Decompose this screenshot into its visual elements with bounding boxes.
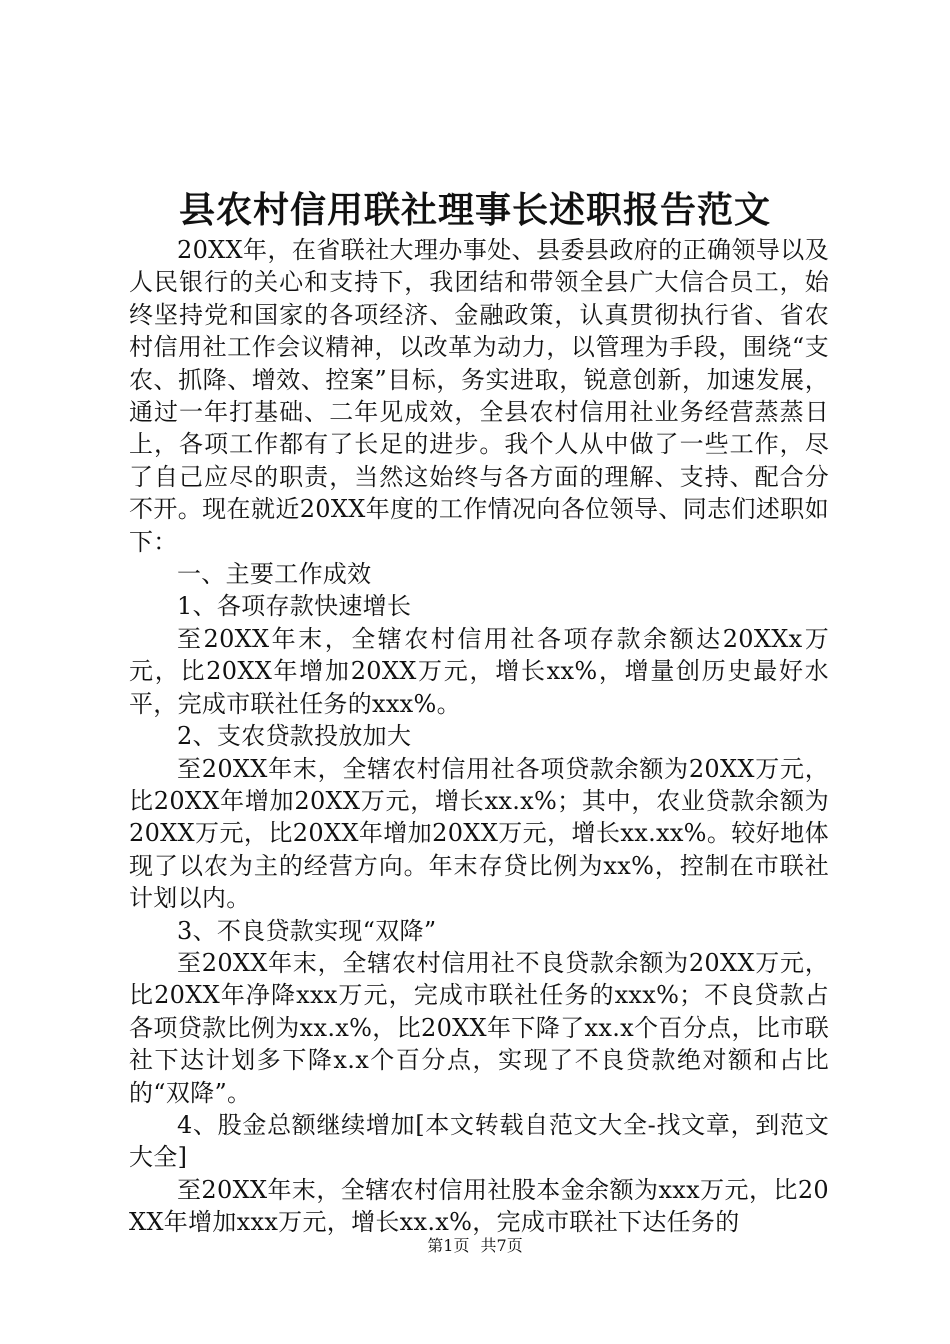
paragraph-loans: 至20XX年末，全辖农村信用社各项贷款余额为20XX万元，比20XX年增加20XX万元，增长xx.x%；其中，农业贷款余额为20XX万元，比20XX年增加20XX万元，增长xx.xx%。较好地体现了以农为主的经营方向。年末存贷比例为xx%，控制在市联社计划以内。	[129, 754, 829, 913]
paragraph-intro: 20XX年，在省联社大理办事处、县委县政府的正确领导以及人民银行的关心和支持下，我团结和带领全县广大信合员工，始终坚持党和国家的各项经济、金融政策，认真贯彻执行省、省农村信用社工作会议精神，以改革为动力，以管理为手段，围绕“支农、抓降、增效、控案”目标，务实进取，锐意创新，加速发展，通过一年打基础、二年见成效，全县农村信用社业务经营蒸蒸日上，各项工作都有了长足的进步。我个人从中做了一些工作，尽了自己应尽的职责，当然这始终与各方面的理解、支持、配合分不开。现在就近20XX年度的工作情况向各位领导、同志们述职如下：	[129, 236, 829, 556]
subheading-deposits: 1、各项存款快速增长	[177, 592, 412, 621]
subheading-share-capital: 4、股金总额继续增加[本文转载自范文大全-找文章，到范文大全]	[129, 1110, 829, 1172]
section-heading-main-results: 一、主要工作成效	[177, 560, 372, 589]
document-body	[129, 234, 829, 1239]
page-number: 第1页	[427, 1236, 470, 1255]
page-footer	[0, 1234, 950, 1258]
document-title: 县农村信用联社理事长述职报告范文	[178, 189, 771, 231]
page-total: 共7页	[480, 1236, 523, 1255]
subheading-loans: 2、支农贷款投放加大	[177, 722, 412, 751]
paragraph-deposits: 至20XX年末，全辖农村信用社各项存款余额达20XXx万元，比20XX年增加20XX万元，增长xx%，增量创历史最好水平，完成市联社任务的xxx%。	[129, 624, 829, 718]
paragraph-bad-loans: 至20XX年末，全辖农村信用社不良贷款余额为20XX万元，比20XX年净降xxx万元，完成市联社任务的xxx%；不良贷款占各项贷款比例为xx.x%，比20XX年下降了xx.x个百分点，比市联社下达计划多下降x.x个百分点，实现了不良贷款绝对额和占比的“双降”。	[129, 948, 829, 1107]
paragraph-share-capital: 至20XX年末，全辖农村信用社股本金余额为xxx万元，比20XX年增加xxx万元，增长xx.x%，完成市联社下达任务的	[129, 1175, 829, 1237]
subheading-bad-loans: 3、不良贷款实现“双降”	[177, 916, 437, 945]
